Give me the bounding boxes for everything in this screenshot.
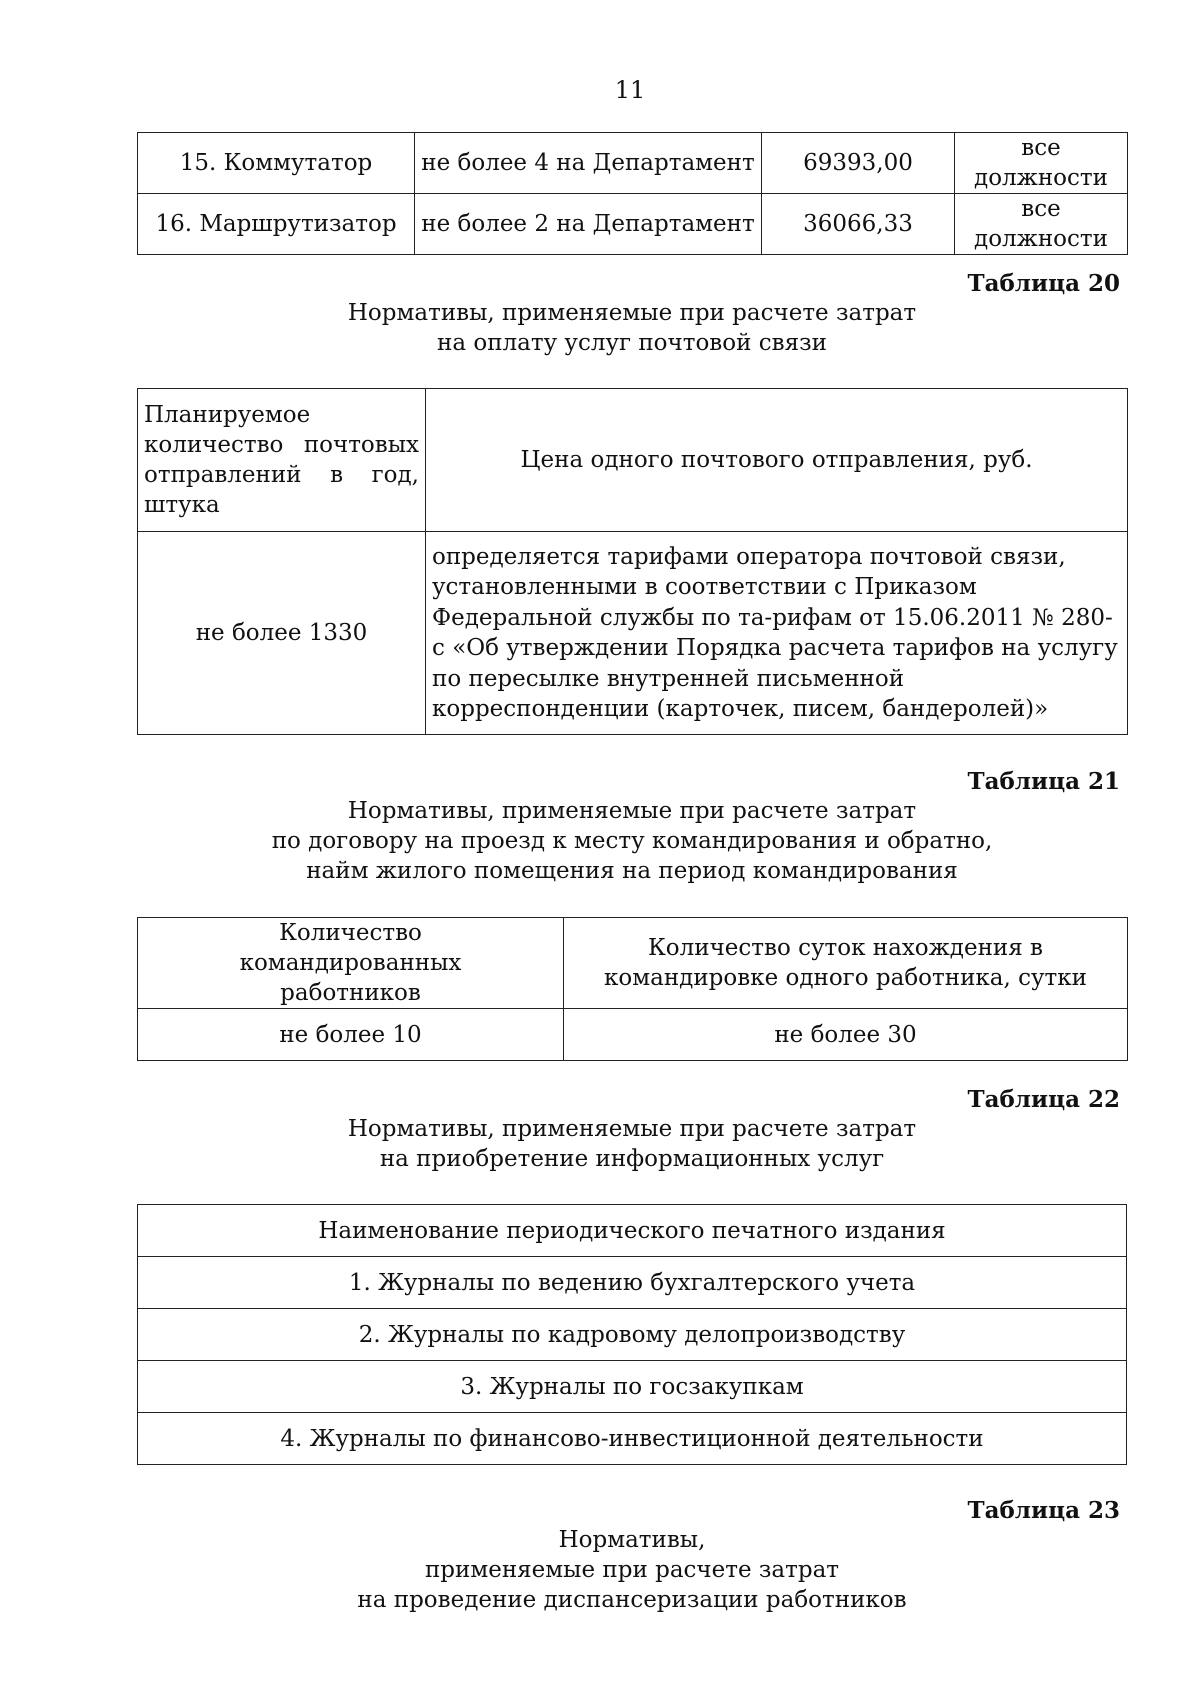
table-header-row [138, 918, 1128, 1009]
table-23-title [137, 1525, 1127, 1615]
equipment-price: 36066,33 [762, 194, 955, 255]
table-row [138, 133, 1128, 194]
page-number: 11 [614, 76, 646, 104]
postal-table [137, 388, 1128, 735]
table-23-title-line: на проведение диспансеризации работников [357, 1587, 907, 1613]
table-header-row [138, 389, 1128, 532]
equipment-limit: не более 4 на Департамент [415, 133, 762, 194]
table-row [138, 1361, 1127, 1413]
header-word: год, [371, 462, 419, 488]
trip-header-employees: Количество командированных работников [138, 918, 564, 1009]
info-header: Наименование периодического печатного издания [138, 1205, 1127, 1257]
table-21-label: Таблица 21 [967, 768, 1120, 795]
table-21-title-line: Нормативы, применяемые при расчете затрат [347, 798, 917, 824]
info-item: 2. Журналы по кадровому делопроизводству [138, 1309, 1127, 1361]
table-20-title [137, 298, 1127, 358]
postal-quantity: не более 1330 [138, 532, 426, 735]
info-item: 4. Журналы по финансово-инвестиционной деятельности [138, 1413, 1127, 1465]
postal-header-price: Цена одного почтового отправления, руб. [426, 389, 1128, 532]
table-22-title-line: Нормативы, применяемые при расчете затрат [347, 1116, 917, 1142]
header-word: количество [144, 432, 284, 458]
table-22-label: Таблица 22 [967, 1086, 1120, 1113]
equipment-name: 15. Коммутатор [138, 133, 415, 194]
header-line: штука [144, 492, 220, 518]
header-word: отправлений [144, 462, 302, 488]
table-row [138, 1413, 1127, 1465]
info-services-table [137, 1204, 1127, 1465]
trip-header-days: Количество суток нахождения в командировке одного работника, сутки [564, 918, 1128, 1009]
postal-price-description: определяется тарифами оператора почтовой связи, установленными в соответствии с Приказом Федеральной службы по та-рифам от 15.06.2011 № 280-с «Об утверждении Порядка расчета тарифов на услугу по пересылке внутренней письменной корреспонденции (карточек, писем, бандеролей)» [426, 532, 1128, 735]
table-21-title-line: по договору на проезд к месту командирования и обратно, [271, 828, 993, 854]
table-21-title-line: найм жилого помещения на период командирования [306, 858, 958, 884]
table-23-title-line: Нормативы, [558, 1527, 706, 1553]
table-row [138, 1009, 1128, 1061]
table-21-title [137, 796, 1127, 886]
equipment-name: 16. Маршрутизатор [138, 194, 415, 255]
table-20-title-line: на оплату услуг почтовой связи [437, 330, 827, 356]
equipment-table [137, 132, 1128, 255]
info-item: 1. Журналы по ведению бухгалтерского учета [138, 1257, 1127, 1309]
equipment-positions: все должности [955, 133, 1128, 194]
table-row [138, 194, 1128, 255]
header-word: почтовых [303, 432, 419, 458]
equipment-limit: не более 2 на Департамент [415, 194, 762, 255]
table-23-label: Таблица 23 [967, 1497, 1120, 1524]
table-row [138, 532, 1128, 735]
postal-header-quantity [138, 389, 426, 532]
table-row [138, 1309, 1127, 1361]
trip-employees: не более 10 [138, 1009, 564, 1061]
table-header-row [138, 1205, 1127, 1257]
info-item: 3. Журналы по госзакупкам [138, 1361, 1127, 1413]
table-22-title-line: на приобретение информационных услуг [379, 1146, 885, 1172]
header-word: в [330, 462, 344, 488]
table-20-label: Таблица 20 [967, 270, 1120, 297]
table-23-title-line: применяемые при расчете затрат [424, 1557, 840, 1583]
header-line: Планируемое [144, 402, 311, 428]
table-row [138, 1257, 1127, 1309]
table-20-title-line: Нормативы, применяемые при расчете затрат [347, 300, 917, 326]
equipment-positions: все должности [955, 194, 1128, 255]
business-trip-table [137, 917, 1128, 1061]
trip-days: не более 30 [564, 1009, 1128, 1061]
table-22-title [137, 1114, 1127, 1174]
equipment-price: 69393,00 [762, 133, 955, 194]
